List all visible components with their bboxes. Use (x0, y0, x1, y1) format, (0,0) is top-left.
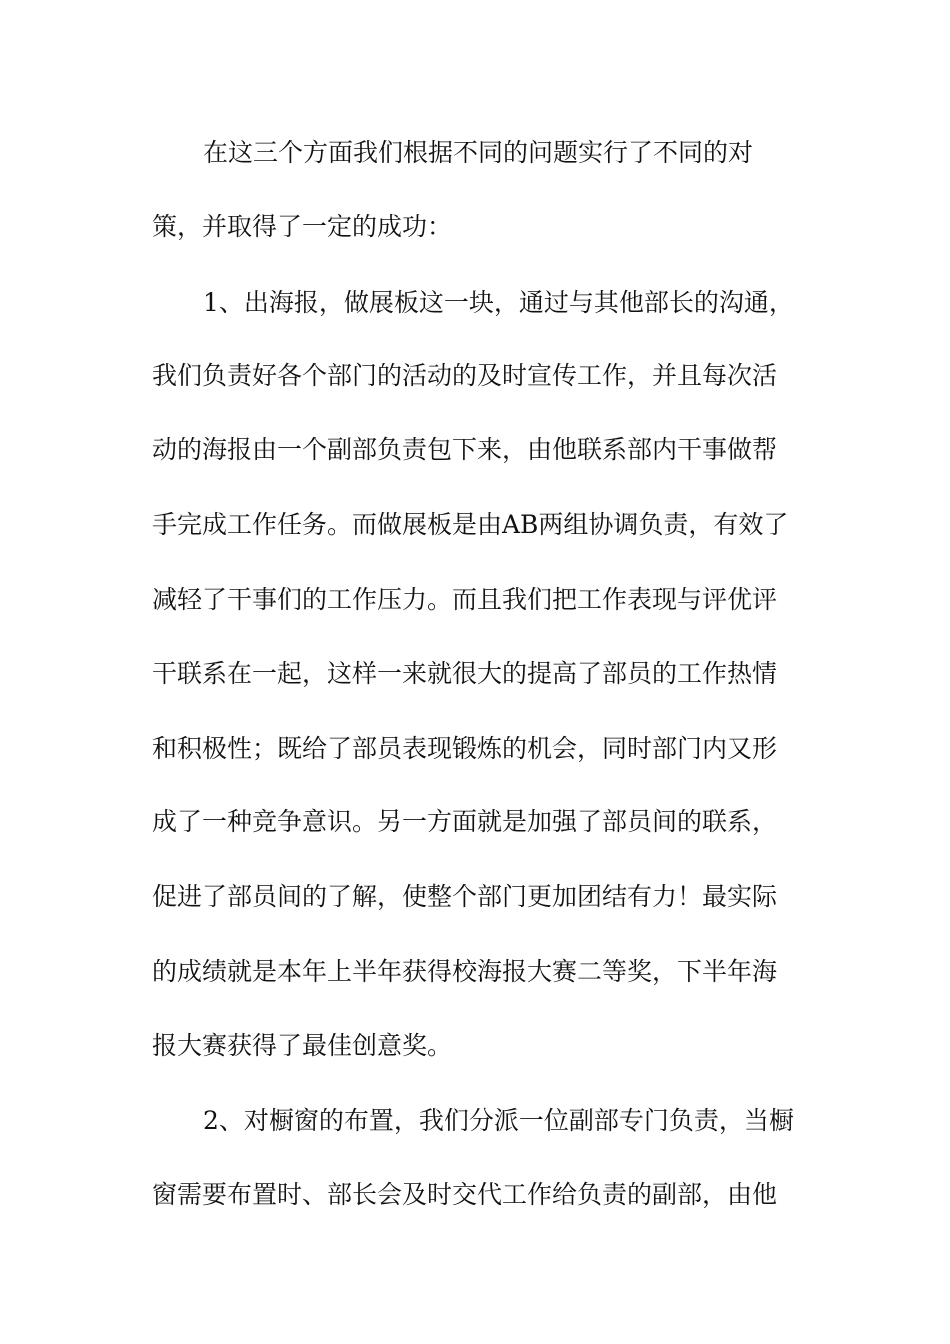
text-line: 促进了部员间的了解，使整个部门更加团结有力！最实际 (152, 882, 778, 911)
text-line: 策，并取得了一定的成功： (152, 212, 453, 241)
text-line: 报大赛获得了最佳创意奖。 (152, 1031, 453, 1060)
text-line: 我们负责好各个部门的活动的及时宣传工作，并且每次活 (152, 361, 778, 390)
text-line: 和积极性；既给了部员表现锻炼的机会，同时部门内又形 (152, 734, 778, 763)
text-line: 2、对橱窗的布置，我们分派一位副部专门负责，当橱 (203, 1106, 794, 1135)
text-line: 成了一种竞争意识。另一方面就是加强了部员间的联系， (152, 807, 778, 836)
text-line: 窗需要布置时、部长会及时交代工作给负责的副部，由他 (152, 1180, 778, 1209)
text-line: 1、出海报，做展板这一块，通过与其他部长的沟通， (203, 288, 794, 317)
text-line: 的成绩就是本年上半年获得校海报大赛二等奖，下半年海 (152, 957, 778, 986)
text-line: 在这三个方面我们根据不同的问题实行了不同的对 (203, 138, 754, 167)
text-line: 减轻了干事们的工作压力。而且我们把工作表现与评优评 (152, 585, 778, 614)
text-line: 干联系在一起，这样一来就很大的提高了部员的工作热情 (152, 659, 778, 688)
text-line: 动的海报由一个副部负责包下来，由他联系部内干事做帮 (152, 435, 778, 464)
text-line: 手完成工作任务。而做展板是由AB两组协调负责，有效了 (152, 510, 789, 539)
